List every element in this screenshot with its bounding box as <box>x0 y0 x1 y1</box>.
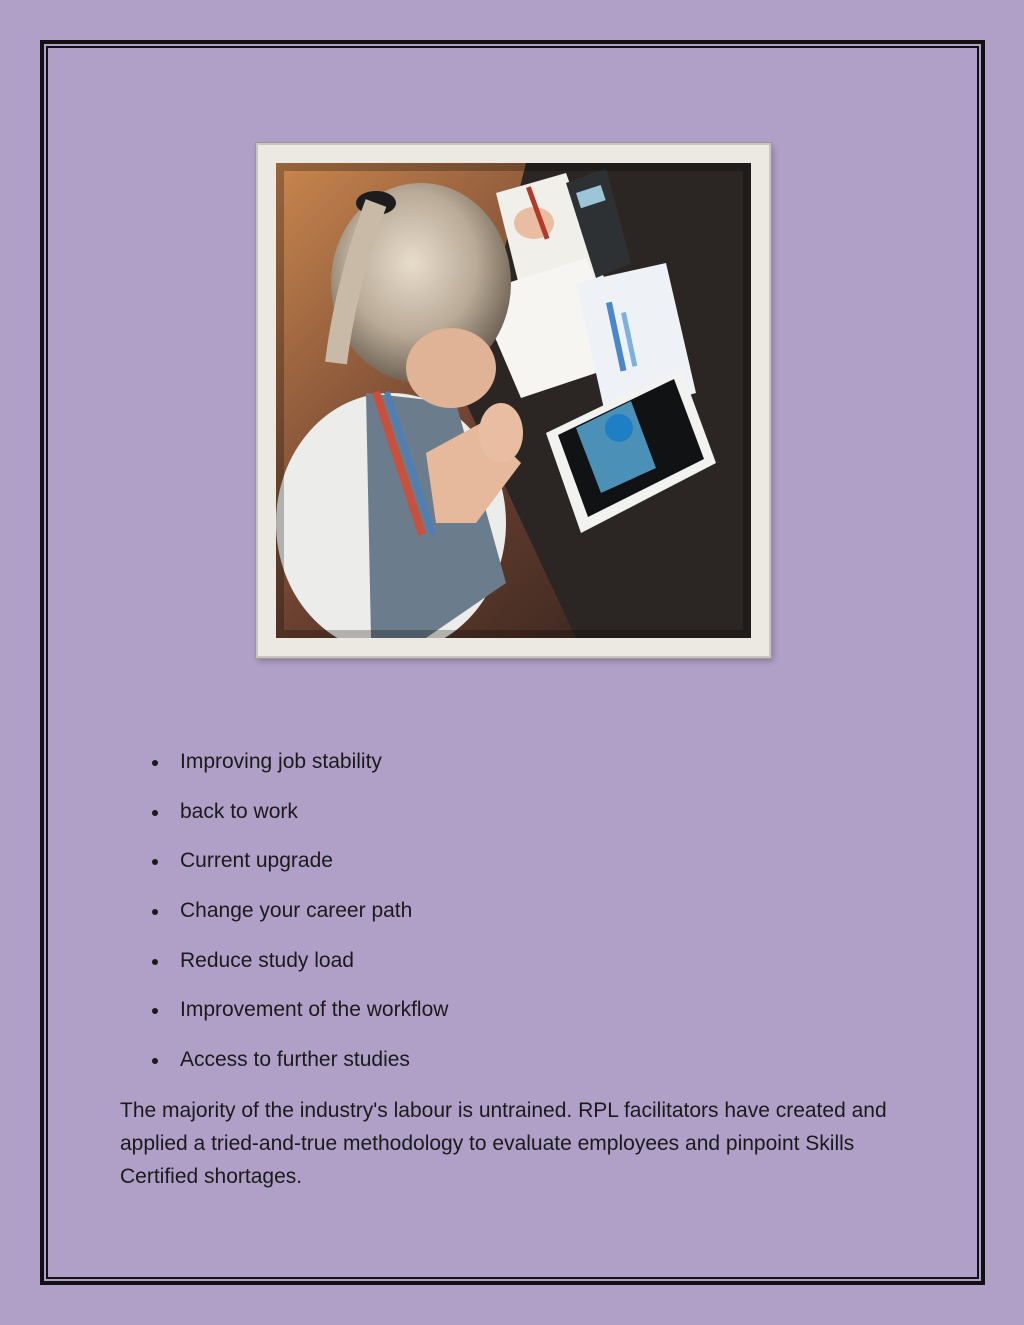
bullet-icon <box>152 1058 158 1064</box>
bullet-icon <box>152 810 158 816</box>
bullet-icon <box>152 760 158 766</box>
list-item-text: back to work <box>180 799 298 823</box>
list-item <box>150 1043 448 1093</box>
list-item <box>150 944 448 994</box>
list-item <box>150 795 448 845</box>
list-item-text: Access to further studies <box>180 1048 410 1072</box>
bullet-icon <box>152 859 158 865</box>
woman-reviewing-documents-photo <box>276 163 751 638</box>
list-item <box>150 993 448 1043</box>
list-item-text: Change your career path <box>180 899 413 923</box>
bullet-icon <box>152 959 158 965</box>
body-paragraph: The majority of the industry's labour is untrained. RPL facilitators have created and applied a tried-and-true methodology to evaluate employees and pinpoint Skills Certified shortages. <box>120 1099 887 1188</box>
list-item <box>150 745 448 795</box>
benefits-list <box>150 745 448 1093</box>
list-item <box>150 894 448 944</box>
photo-illustration <box>276 163 751 638</box>
bullet-icon <box>152 909 158 915</box>
list-item-text: Current upgrade <box>180 849 333 873</box>
list-item-text: Improving job stability <box>180 750 382 773</box>
photo-frame <box>256 143 771 658</box>
list-item-text: Improvement of the workflow <box>180 998 449 1022</box>
bullet-icon <box>152 1008 158 1014</box>
list-item-text: Reduce study load <box>180 948 354 972</box>
list-item <box>150 844 448 894</box>
